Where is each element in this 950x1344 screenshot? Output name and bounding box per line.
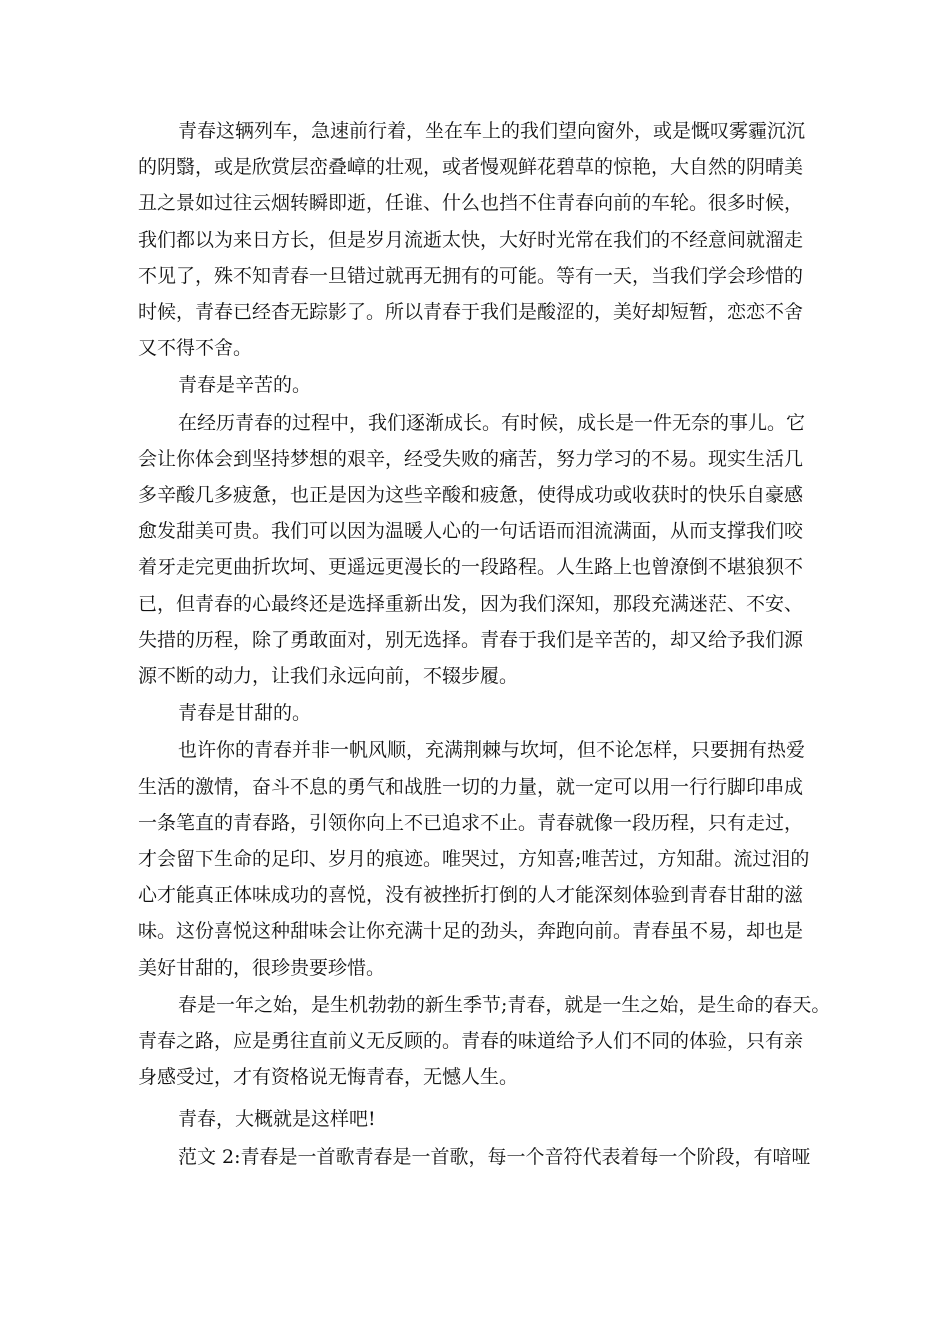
paragraph-hard	[138, 405, 838, 695]
text-line: 时候，青春已经杳无踪影了。所以青春于我们是酸涩的，美好却短暂，恋恋不舍	[138, 301, 804, 324]
text-line: 范文 2:青春是一首歌青春是一首歌，每一个音符代表着每一个阶段，有喑哑	[178, 1145, 811, 1168]
heading-hard	[138, 367, 838, 403]
text-line: 失措的历程，除了勇敢面对，别无选择。青春于我们是辛苦的，却又给予我们源	[138, 628, 804, 651]
text-line: 多辛酸几多疲惫，也正是因为这些辛酸和疲惫，使得成功或收获时的快乐自豪感	[138, 484, 804, 507]
text-line: 着牙走完更曲折坎坷、更遥远更漫长的一段路程。人生路上也曾潦倒不堪狼狈不	[138, 556, 804, 579]
text-line: 青春是辛苦的。	[178, 374, 312, 397]
text-line: 心才能真正体味成功的喜悦，没有被挫折打倒的人才能深刻体验到青春甘甜的滋	[138, 884, 804, 907]
text-line: 愈发甜美可贵。我们可以因为温暖人心的一句话语而泪流满面，从而支撑我们咬	[138, 520, 804, 543]
paragraph-spring	[138, 987, 838, 1096]
paragraph-intro	[138, 113, 838, 366]
text-line: 我们都以为来日方长，但是岁月流逝太快，大好时光常在我们的不经意间就溜走	[138, 228, 804, 251]
heading-sweet	[138, 695, 838, 731]
text-line: 青春，大概就是这样吧!	[178, 1108, 376, 1131]
text-line: 源不断的动力，让我们永远向前，不辍步履。	[138, 665, 519, 688]
text-line: 也许你的青春并非一帆风顺，充满荆棘与坎坷，但不论怎样，只要拥有热爱	[178, 739, 806, 762]
paragraph-sweet	[138, 732, 838, 985]
text-line: 身感受过，才有资格说无悔青春，无憾人生。	[138, 1066, 519, 1089]
text-line: 不见了，殊不知青春一旦错过就再无拥有的可能。等有一天，当我们学会珍惜的	[138, 264, 804, 287]
text-line: 丑之景如过往云烟转瞬即逝，任谁、什么也挡不住青春向前的车轮。很多时候，	[138, 192, 804, 215]
text-line: 在经历青春的过程中，我们逐渐成长。有时候，成长是一件无奈的事儿。它	[178, 411, 806, 434]
text-line: 已，但青春的心最终还是选择重新出发，因为我们深知，那段充满迷茫、不安、	[138, 592, 804, 615]
text-line: 味。这份喜悦这种甜味会让你充满十足的劲头，奔跑向前。青春虽不易，却也是	[138, 920, 804, 943]
text-line: 又不得不舍。	[138, 337, 253, 360]
paragraph-conclusion	[138, 1101, 838, 1137]
text-line: 美好甘甜的，很珍贵要珍惜。	[138, 956, 386, 979]
text-line: 青春之路，应是勇往直前义无反顾的。青春的味道给予人们不同的体验，只有亲	[138, 1030, 804, 1053]
text-line: 春是一年之始，是生机勃勃的新生季节;青春，就是一生之始，是生命的春天。	[178, 993, 831, 1016]
text-line: 一条笔直的青春路，引领你向上不已追求不止。青春就像一段历程，只有走过，	[138, 811, 804, 834]
paragraph-sample-2	[138, 1139, 838, 1175]
text-line: 生活的激情，奋斗不息的勇气和战胜一切的力量，就一定可以用一行行脚印串成	[138, 775, 804, 798]
text-line: 青春这辆列车，急速前行着，坐在车上的我们望向窗外，或是慨叹雾霾沉沉	[178, 120, 806, 142]
text-line: 才会留下生命的足印、岁月的痕迹。唯哭过，方知喜;唯苦过，方知甜。流过泪的	[138, 848, 810, 871]
document-page	[138, 113, 838, 1175]
text-line: 青春是甘甜的。	[178, 702, 312, 725]
text-line: 的阴翳，或是欣赏层峦叠嶂的壮观，或者慢观鲜花碧草的惊艳，大自然的阴晴美	[138, 156, 804, 179]
text-line: 会让你体会到坚持梦想的艰辛，经受失败的痛苦，努力学习的不易。现实生活几	[138, 447, 804, 470]
